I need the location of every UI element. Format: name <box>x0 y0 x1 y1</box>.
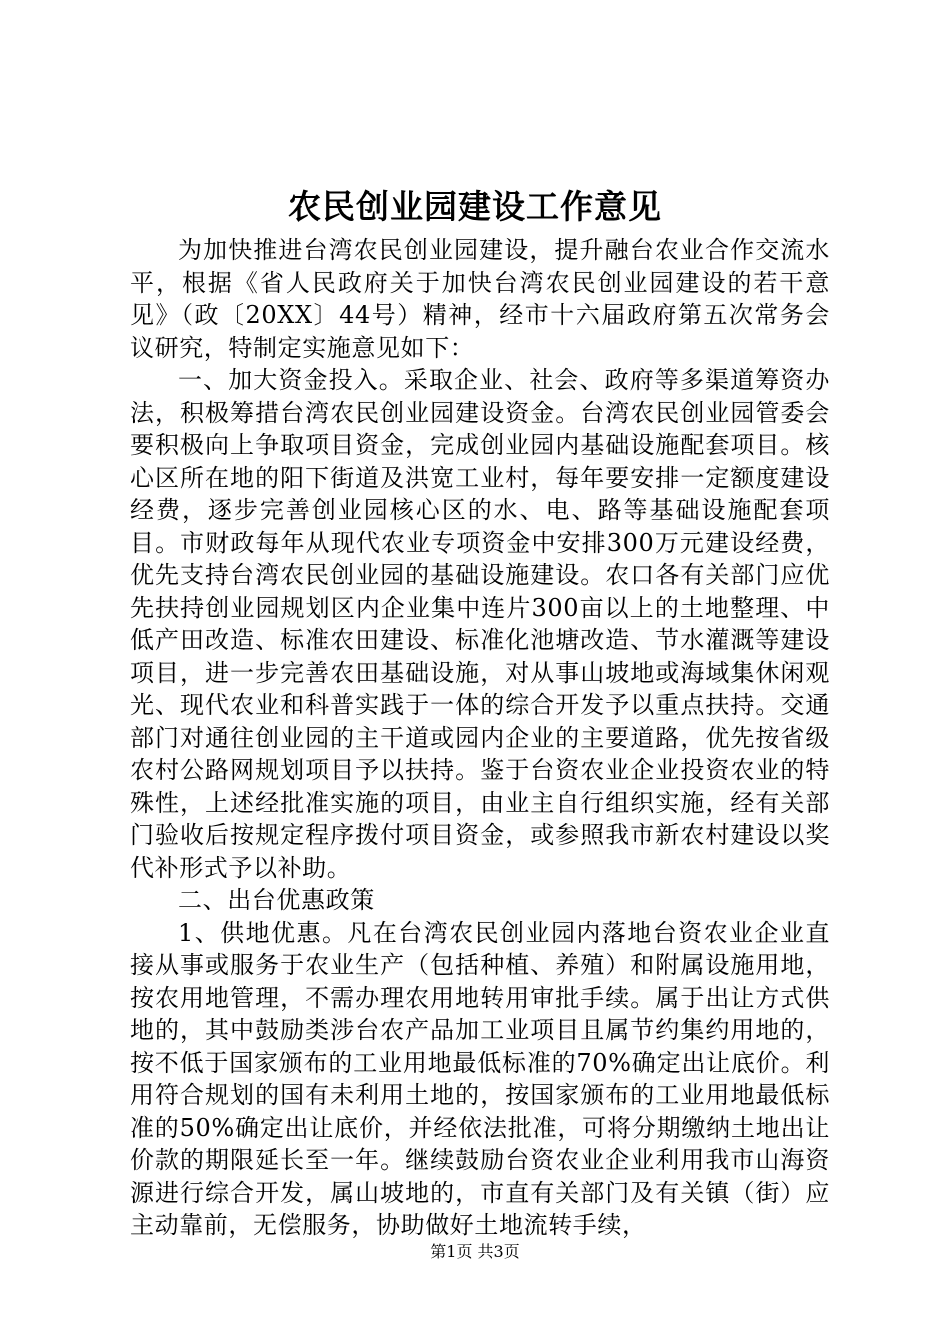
paragraph-land-supply: 1、供地优惠。凡在台湾农民创业园内落地台资农业企业直接从事或服务于农业生产（包括种植、养殖）和附属设施用地，按农用地管理，不需办理农用地转用审批手续。属于出让方式供地的，其中鼓励类涉台农产品加工业项目且属节约集约用地的，按不低于国家颁布的工业用地最低标准的70%确定出让底价。利用符合规划的国有未利用土地的，按国家颁布的工业用地最低标准的50%确定出让底价，并经依法批准，可将分期缴纳土地出让价款的期限延长至一年。继续鼓励台资农业企业利用我市山海资源进行综合开发，属山坡地的，市直有关部门及有关镇（街）应主动靠前，无偿服务，协助做好土地流转手续， <box>130 918 830 1239</box>
paragraph-section-2-heading: 二、出台优惠政策 <box>178 886 375 914</box>
paragraph-section-1-funding: 一、加大资金投入。采取企业、社会、政府等多渠道筹资办法，积极筹措台湾农民创业园建设资金。台湾农民创业园管委会要积极向上争取项目资金，完成创业园内基础设施配套项目。核心区所在地的阳下街道及洪宽工业村，每年要安排一定额度建设经费，逐步完善创业园核心区的水、电、路等基础设施配套项目。市财政每年从现代农业专项资金中安排300万元建设经费，优先支持台湾农民创业园的基础设施建设。农口各有关部门应优先扶持创业园规划区内企业集中连片300亩以上的土地整理、中低产田改造、标准农田建设、标准化池塘改造、节水灌溉等建设项目，进一步完善农田基础设施，对从事山坡地或海域集休闲观光、现代农业和科普实践于一体的综合开发予以重点扶持。交通部门对通往创业园的主干道或园内企业的主要道路，优先按省级农村公路网规划项目予以扶持。鉴于台资农业企业投资农业的特殊性，上述经批准实施的项目，由业主自行组织实施，经有关部门验收后按规定程序拨付项目资金，或参照我市新农村建设以奖代补形式予以补助。 <box>130 366 830 882</box>
document-body <box>130 234 830 1242</box>
paragraph-intro: 为加快推进台湾农民创业园建设，提升融台农业合作交流水平，根据《省人民政府关于加快台湾农民创业园建设的若干意见》（政〔20XX〕44号）精神，经市十六届政府第五次常务会议研究，特制定实施意见如下： <box>130 236 830 362</box>
document-title: 农民创业园建设工作意见 <box>288 187 662 226</box>
page-footer: 第1页 共3页 <box>430 1242 520 1261</box>
